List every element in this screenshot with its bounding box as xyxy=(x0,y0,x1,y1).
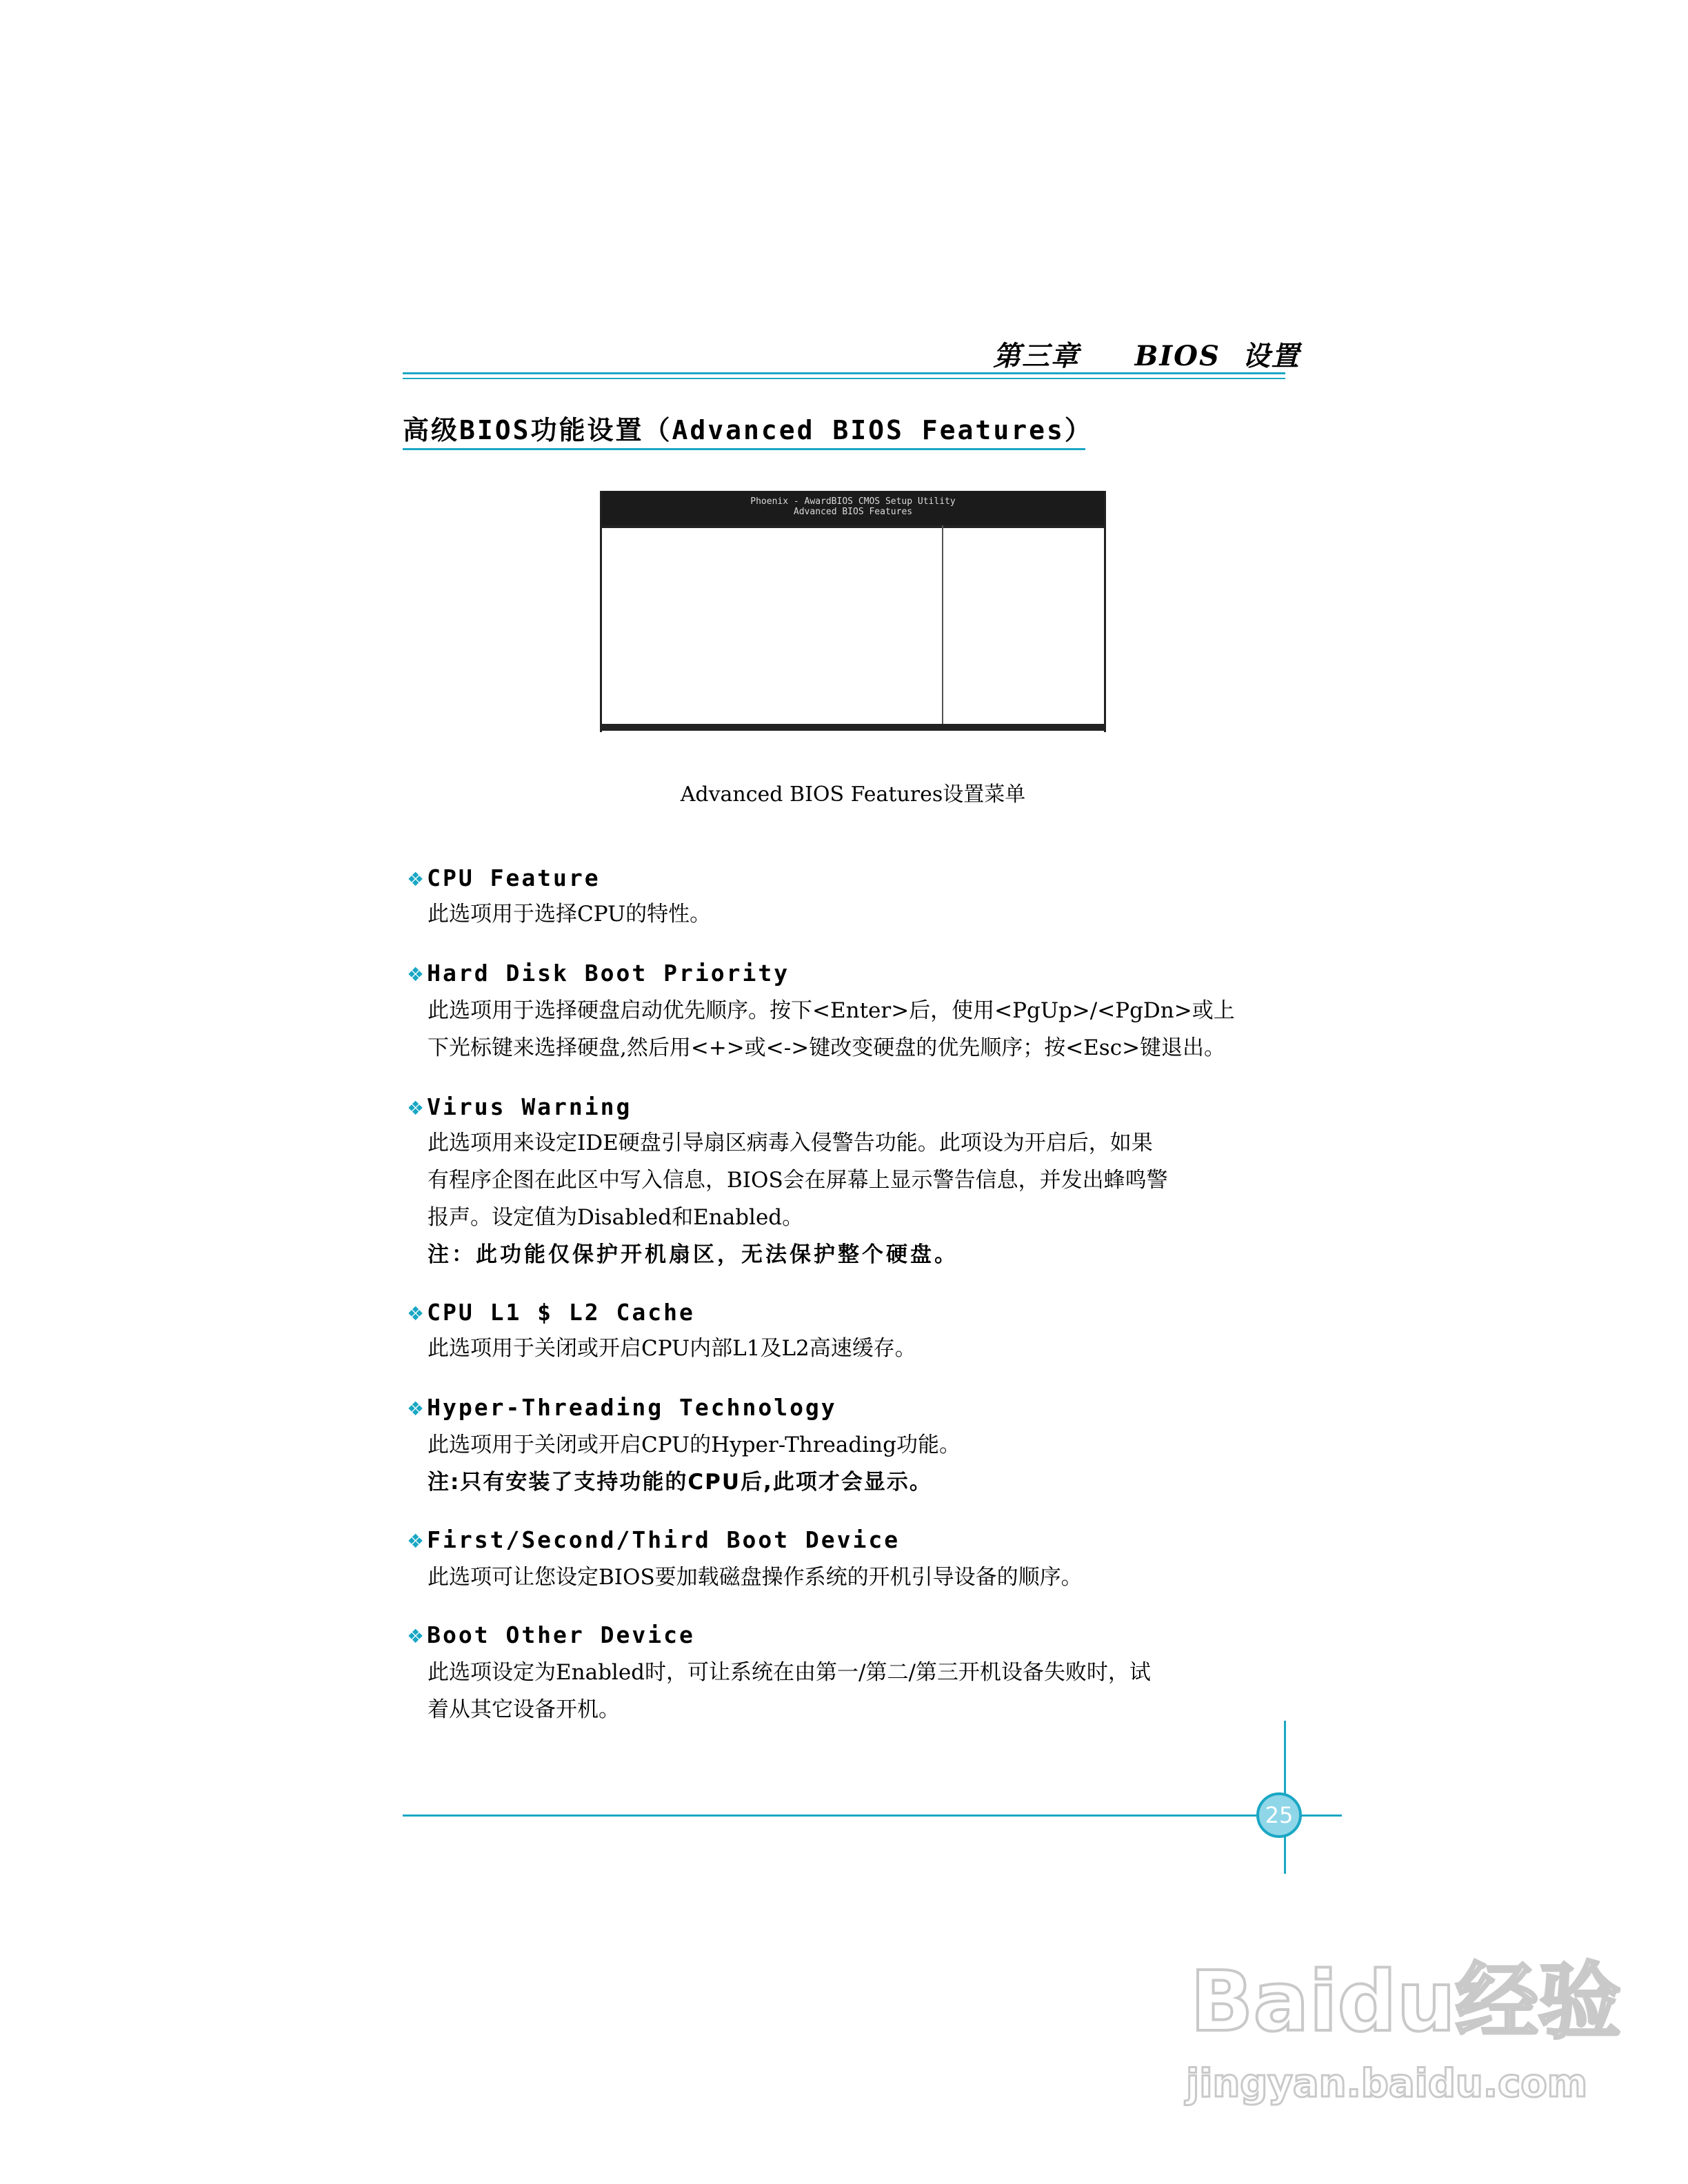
bios-screenshot-titlebar xyxy=(600,491,1106,525)
item-title-cpu-feature: ❖ CPU Feature xyxy=(407,865,601,891)
screenshot-caption: Advanced BIOS Features设置菜单 xyxy=(680,782,1026,807)
item-desc-line: 此选项用于关闭或开启CPU的Hyper-Threading功能。 xyxy=(428,1433,961,1457)
item-desc-line: 报声。设定值为Disabled和Enabled。 xyxy=(428,1205,804,1230)
diamond-bullet-icon: ❖ xyxy=(407,1302,425,1325)
bios-screenshot-bottom-bar xyxy=(600,724,1106,731)
diamond-bullet-icon: ❖ xyxy=(407,868,425,891)
item-title-boot-device: ❖ First/Second/Third Boot Device xyxy=(407,1526,901,1553)
item-desc-line: 下光标键来选择硬盘,然后用<+>或<->键改变硬盘的优先顺序；按<Esc>键退出。 xyxy=(428,1035,1226,1060)
item-desc-line: 此选项用于选择硬盘启动优先顺序。按下<Enter>后，使用<PgUp>/<PgDn>或上 xyxy=(428,998,1235,1023)
bios-title-line-2: Advanced BIOS Features xyxy=(793,507,913,517)
item-note: 注:只有安装了支持功能的CPU后,此项才会显示。 xyxy=(428,1470,932,1495)
item-desc-line: 此选项用于选择CPU的特性。 xyxy=(428,902,712,927)
item-note: 注：此功能仅保护开机扇区，无法保护整个硬盘。 xyxy=(428,1242,958,1267)
bios-screenshot-right-edge xyxy=(1104,491,1106,732)
item-desc-line: 此选项用于关闭或开启CPU内部L1及L2高速缓存。 xyxy=(428,1336,916,1361)
item-title-hard-disk-boot-priority: ❖ Hard Disk Boot Priority xyxy=(407,960,790,987)
section-title: 高级BIOS功能设置（Advanced BIOS Features） xyxy=(403,415,1093,445)
item-desc-line: 此选项用来设定IDE硬盘引导扇区病毒入侵警告功能。此项设为开启后，如果 xyxy=(428,1131,1153,1155)
page-number-badge: 25 xyxy=(1256,1792,1302,1838)
diamond-bullet-icon: ❖ xyxy=(407,1397,425,1420)
chapter-header: 第三章 BIOS 设置 xyxy=(993,340,1300,372)
bios-title-line-1: Phoenix - AwardBIOS CMOS Setup Utility xyxy=(750,496,956,507)
item-title-virus-warning: ❖ Virus Warning xyxy=(407,1093,632,1120)
item-title-boot-other-device: ❖ Boot Other Device xyxy=(407,1621,695,1648)
diamond-bullet-icon: ❖ xyxy=(407,1097,425,1120)
item-title-hyper-threading: ❖ Hyper-Threading Technology xyxy=(407,1394,837,1421)
item-title-cpu-l1-l2-cache: ❖ CPU L1 $ L2 Cache xyxy=(407,1299,695,1326)
footer-rule xyxy=(403,1814,1342,1817)
item-desc-line: 此选项设定为Enabled时，可让系统在由第一/第二/第三开机设备失败时，试 xyxy=(428,1660,1151,1685)
diamond-bullet-icon: ❖ xyxy=(407,1625,425,1648)
bios-screenshot-top-divider xyxy=(600,525,1106,528)
item-desc-line: 此选项可让您设定BIOS要加载磁盘操作系统的开机引导设备的顺序。 xyxy=(428,1565,1083,1590)
baidu-watermark-url: jingyan.baidu.com xyxy=(1186,2061,1588,2106)
item-desc-line: 着从其它设备开机。 xyxy=(428,1697,620,1722)
bios-screenshot-left-edge xyxy=(600,491,602,732)
header-rule-top xyxy=(403,372,1285,374)
section-title-underline xyxy=(403,448,1085,450)
diamond-bullet-icon: ❖ xyxy=(407,1530,425,1553)
baidu-watermark-logo: Baidu经验 xyxy=(1190,1954,1621,2050)
diamond-bullet-icon: ❖ xyxy=(407,963,425,986)
header-rule-bottom xyxy=(403,378,1285,379)
item-desc-line: 有程序企图在此区中写入信息，BIOS会在屏幕上显示警告信息，并发出蜂鸣警 xyxy=(428,1168,1168,1193)
bios-screenshot-column-divider xyxy=(942,525,943,729)
